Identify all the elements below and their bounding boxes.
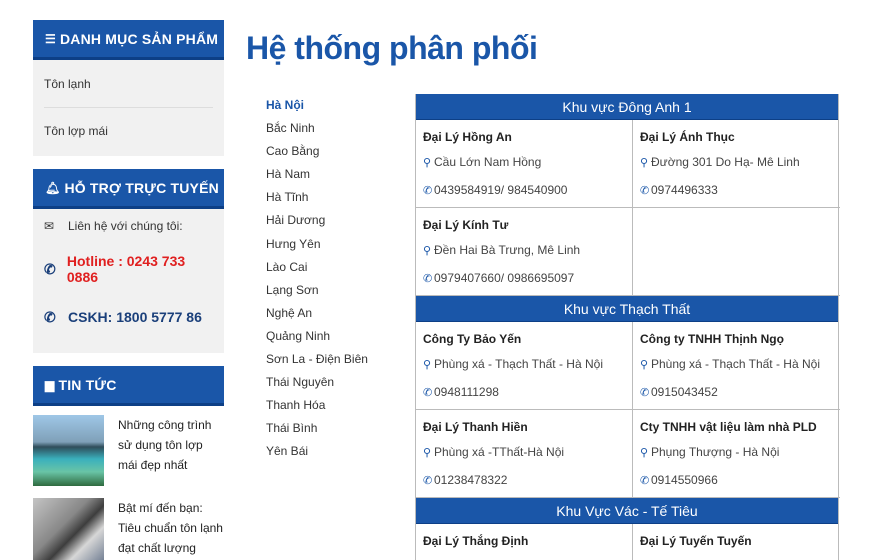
province-item[interactable]: Thái Bình xyxy=(266,421,318,436)
dealer-phone[interactable] xyxy=(423,466,625,494)
support-widget xyxy=(33,169,224,353)
dealer-card xyxy=(633,524,840,560)
province-item[interactable]: Hà Nam xyxy=(266,167,311,182)
map-marker-icon: ⚲ xyxy=(640,358,649,371)
dealer-phone[interactable] xyxy=(423,176,625,204)
dealer-phone-text[interactable]: 0948111298 xyxy=(434,385,499,399)
phone-icon: ✆ xyxy=(640,386,650,399)
dealer-phone-text[interactable]: 01238478322 xyxy=(434,473,508,487)
category-widget xyxy=(33,20,224,156)
dealer-name: Công Ty Bảo Yến xyxy=(423,332,522,346)
map-marker-icon: ⚲ xyxy=(423,244,432,257)
phone-icon: ✆ xyxy=(423,272,433,285)
province-item[interactable]: Nghệ An xyxy=(266,305,313,320)
news-widget-header xyxy=(33,366,224,406)
map-marker-icon: ⚲ xyxy=(423,156,432,169)
dealer-name: Cty TNHH vật liệu làm nhà PLD xyxy=(640,420,817,434)
support-intro-text: Liên hệ với chúng tôi: xyxy=(68,219,183,233)
dealer-grid xyxy=(416,524,838,560)
map-marker-icon: ⚲ xyxy=(423,446,432,459)
dealer-card xyxy=(416,120,633,208)
dealer-address-text: Đền Hai Bà Trưng, Mê Linh xyxy=(434,243,581,257)
dealer-phone[interactable] xyxy=(423,264,625,292)
dealer-address xyxy=(640,438,833,466)
dealer-address-text: Cầu Lớn Nam Hồng xyxy=(434,155,542,169)
support-intro xyxy=(44,217,213,235)
dealer-card xyxy=(633,322,840,410)
dealer-name: Công ty TNHH Thịnh Ngọ xyxy=(640,332,784,346)
province-item[interactable]: Bắc Ninh xyxy=(266,121,315,136)
distributor-table xyxy=(415,94,839,560)
category-item-ton-lop-mai[interactable]: Tôn lợp mái xyxy=(44,107,213,154)
dealer-phone[interactable] xyxy=(640,378,833,406)
category-item-ton-lanh[interactable]: Tôn lạnh xyxy=(44,76,91,91)
news-item[interactable] xyxy=(33,498,224,560)
dealer-card xyxy=(416,208,633,296)
province-item[interactable]: Thái Nguyên xyxy=(266,375,335,390)
support-widget-title: HỖ TRỢ TRỰC TUYẾN xyxy=(64,179,219,196)
map-marker-icon: ⚲ xyxy=(423,358,432,371)
support-widget-header xyxy=(33,169,224,209)
dealer-name: Đại Lý Thắng Định xyxy=(423,534,529,548)
phone-icon: ✆ xyxy=(423,184,433,197)
cskh[interactable] xyxy=(44,295,213,339)
news-thumbnail[interactable] xyxy=(33,498,104,560)
dealer-address-text: Phùng xá - Thạch Thất - Hà Nội xyxy=(434,357,603,371)
cskh-text[interactable]: CSKH: 1800 5777 86 xyxy=(68,309,202,325)
news-widget xyxy=(33,366,224,560)
dealer-phone-text[interactable]: 0439584919/ 984540900 xyxy=(434,183,568,197)
dealer-address-text: Phùng xá -TThất-Hà Nội xyxy=(434,445,565,459)
dealer-address-text: Phùng xá - Thạch Thất - Hà Nội xyxy=(651,357,820,371)
dealer-name: Đại Lý Ánh Thục xyxy=(640,130,735,144)
dealer-phone-text[interactable]: 0979407660/ 0986695097 xyxy=(434,271,575,285)
province-item[interactable]: Hải Dương xyxy=(266,213,326,228)
province-item[interactable]: Hà Tĩnh xyxy=(266,190,309,205)
empty-cell xyxy=(633,208,840,296)
dealer-name: Đại Lý Hồng An xyxy=(423,130,512,144)
dealer-phone-text[interactable]: 0914550966 xyxy=(651,473,718,487)
dealer-card xyxy=(416,410,633,498)
province-item[interactable]: Yên Bái xyxy=(266,444,309,459)
dealer-address-text: Đường 301 Do Hạ- Mê Linh xyxy=(651,155,800,169)
category-widget-title: DANH MỤC SẢN PHẨM xyxy=(59,30,219,47)
dealer-address xyxy=(423,438,625,466)
dealer-address xyxy=(640,148,833,176)
map-marker-icon: ⚲ xyxy=(640,156,649,169)
dealer-card xyxy=(416,524,633,560)
dealer-address xyxy=(423,350,625,378)
province-list xyxy=(266,96,368,466)
dealer-address xyxy=(423,148,625,176)
province-item[interactable]: Lạng Sơn xyxy=(266,282,319,297)
phone-icon: ✆ xyxy=(640,474,650,487)
dealer-card xyxy=(633,410,840,498)
dealer-name: Đại Lý Thanh Hiền xyxy=(423,420,528,434)
phone-icon: ✆ xyxy=(44,308,56,325)
dealer-phone-text[interactable]: 0915043452 xyxy=(651,385,718,399)
dealer-card xyxy=(633,120,840,208)
dealer-phone[interactable] xyxy=(640,466,833,494)
dealer-phone[interactable] xyxy=(423,378,625,406)
dealer-phone-text[interactable]: 0974496333 xyxy=(651,183,718,197)
dealer-name: Đại Lý Tuyến Tuyến xyxy=(640,534,752,548)
dealer-name: Đại Lý Kính Tư xyxy=(423,218,509,232)
folder-icon: ▆ xyxy=(45,377,55,392)
sidebar xyxy=(33,20,224,560)
province-item[interactable]: Quảng Ninh xyxy=(266,328,331,343)
map-marker-icon: ⚲ xyxy=(640,446,649,459)
hotline-text[interactable]: Hotline : 0243 733 0886 xyxy=(66,253,186,285)
region-header: Khu vực Đông Anh 1 xyxy=(416,94,838,120)
category-list xyxy=(33,60,224,156)
phone-icon: ✆ xyxy=(44,260,56,277)
list-icon: ☰ xyxy=(45,31,56,46)
phone-icon: ✆ xyxy=(423,474,433,487)
province-item[interactable]: Cao Bằng xyxy=(266,144,320,159)
province-item[interactable]: Lào Cai xyxy=(266,259,308,274)
category-widget-header xyxy=(33,20,224,60)
dealer-grid xyxy=(416,120,838,296)
news-thumbnail[interactable] xyxy=(33,415,104,486)
support-body xyxy=(33,209,224,353)
envelope-icon: ✉ xyxy=(44,219,55,233)
dealer-card xyxy=(416,322,633,410)
hotline[interactable] xyxy=(44,243,213,295)
news-title[interactable]: Những công trình sử dụng tôn lợp mái đẹp nhất xyxy=(118,418,212,472)
province-item[interactable]: Thanh Hóa xyxy=(266,398,326,413)
news-widget-title: TIN TỨC xyxy=(58,376,117,393)
dealer-grid xyxy=(416,322,838,498)
dealer-address-text: Phụng Thượng - Hà Nội xyxy=(651,445,780,459)
region-header: Khu vực Thạch Thất xyxy=(416,296,838,322)
news-title[interactable]: Bật mí đến bạn: Tiêu chuẩn tôn lạnh đạt chất lượng xyxy=(118,501,223,555)
phone-icon: ✆ xyxy=(640,184,650,197)
phone-icon: ✆ xyxy=(423,386,433,399)
dealer-address xyxy=(423,236,625,264)
dealer-phone[interactable] xyxy=(640,176,833,204)
province-item[interactable]: Hưng Yên xyxy=(266,236,321,251)
region-header: Khu Vực Vác - Tế Tiêu xyxy=(416,498,838,524)
news-item[interactable] xyxy=(33,415,224,489)
province-item[interactable]: Sơn La - Điện Biên xyxy=(266,352,368,367)
page-title: Hệ thống phân phối xyxy=(246,30,538,66)
province-item[interactable]: Hà Nội xyxy=(266,98,305,112)
dealer-address xyxy=(640,350,833,378)
bell-icon: 🔔︎ xyxy=(45,180,61,195)
